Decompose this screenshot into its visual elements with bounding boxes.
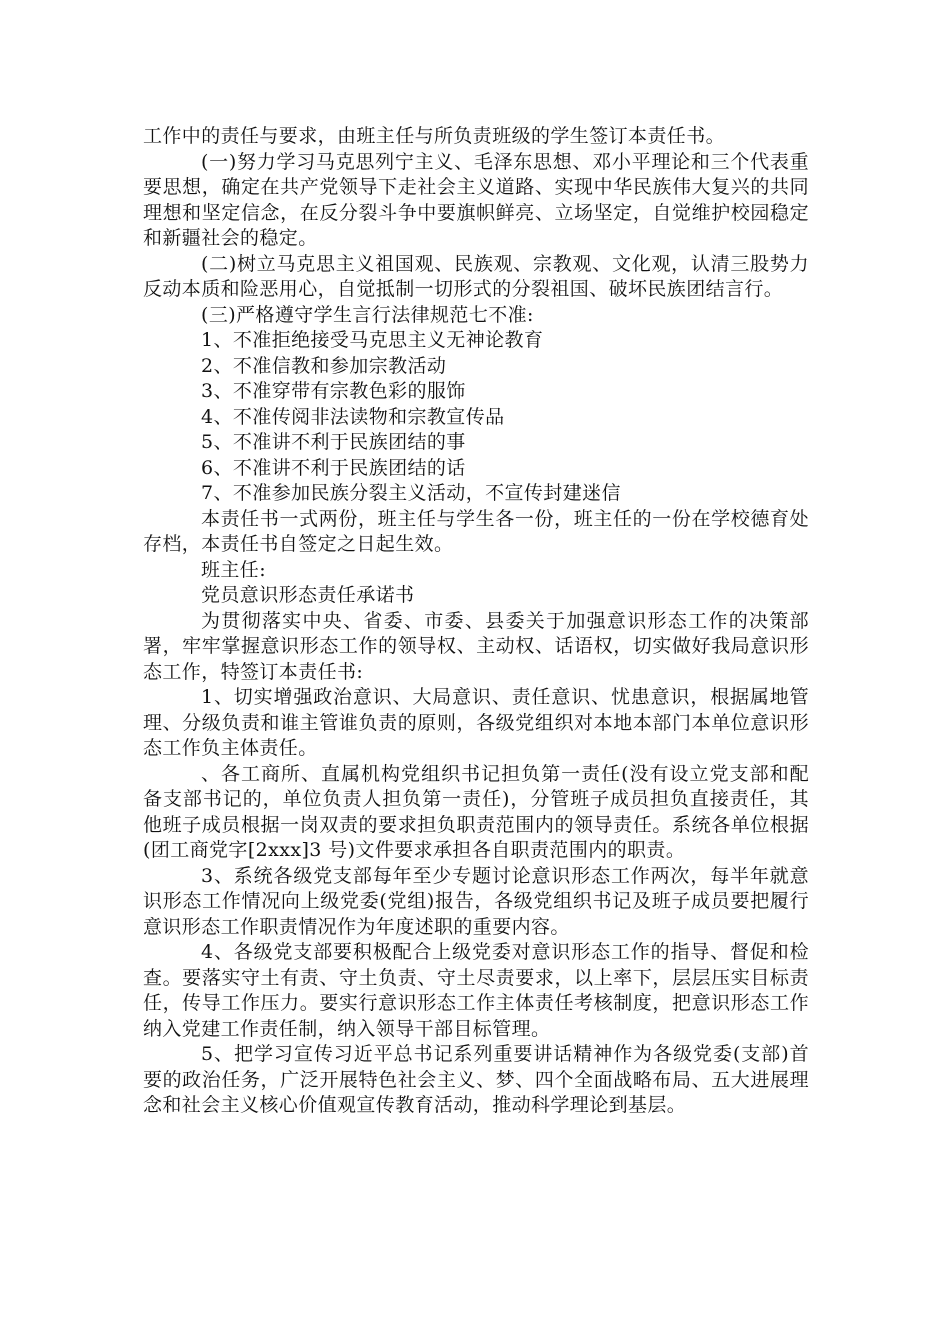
rule-3: 3、不准穿带有宗教色彩的服饰 <box>201 380 466 402</box>
paragraph-item-2: (二)树立马克思主义祖国观、民族观、宗教观、文化观，认清三股势力反动本质和险恶用心，自觉抵制一切形式的分裂祖国、破坏民族团结言行。 <box>143 252 809 300</box>
rule-4: 4、不准传阅非法读物和宗教宣传品 <box>201 405 505 428</box>
paragraph-item-3: (三)严格遵守学生言行法律规范七不准: <box>201 303 534 326</box>
paragraph-validity: 本责任书一式两份，班主任与学生各一份，班主任的一份在学校德育处存档，本责任书自签定之日起生效。 <box>143 507 809 555</box>
rule-2: 2、不准信教和参加宗教活动 <box>201 354 447 377</box>
paragraph-point-5: 5、把学习宣传习近平总书记系列重要讲话精神作为各级党委(支部)首要的政治任务，广泛开展特色社会主义、梦、四个全面战略布局、五大进展理念和社会主义核心价值观宣传教育活动，推动科学理论到基层。 <box>143 1043 809 1116</box>
rule-6: 6、不准讲不利于民族团结的话 <box>201 456 466 479</box>
paragraph-item-1: (一)努力学习马克思列宁主义、毛泽东思想、邓小平理论和三个代表重要思想，确定在共产党领导下走社会主义道路、实现中华民族伟大复兴的共同理想和坚定信念，在反分裂斗争中要旗帜鲜亮、立场坚定，自觉维护校园稳定和新疆社会的稳定。 <box>143 150 809 249</box>
signature-label: 班主任: <box>201 558 267 581</box>
paragraph-point-4: 4、各级党支部要积极配合上级党委对意识形态工作的指导、督促和检查。要落实守土有责、守土负责、守土尽责要求，以上率下，层层压实目标责任，传导工作压力。要实行意识形态工作主体责任考核制度，把意识形态工作纳入党建工作责任制，纳入领导干部目标管理。 <box>143 941 809 1040</box>
section-title: 党员意识形态责任承诺书 <box>201 584 415 606</box>
rule-1: 1、不准拒绝接受马克思主义无神论教育 <box>201 329 544 351</box>
rule-7: 7、不准参加民族分裂主义活动，不宣传封建迷信 <box>201 482 621 504</box>
paragraph-intro: 工作中的责任与要求，由班主任与所负责班级的学生签订本责任书。 <box>143 125 726 147</box>
document-body <box>143 124 809 1119</box>
rule-5: 5、不准讲不利于民族团结的事 <box>201 431 466 453</box>
paragraph-point-2: 、各工商所、直属机构党组织书记担负第一责任(没有设立党支部和配备支部书记的，单位负责人担负第一责任)，分管班子成员担负直接责任，其他班子成员根据一岗双责的要求担负职责范围内的领导责任。系统各单位根据(团工商党字[2xxx]3 号)文件要求承担各自职责范围内的职责。 <box>143 762 809 861</box>
paragraph-point-1: 1、切实增强政治意识、大局意识、责任意识、忧患意识，根据属地管理、分级负责和谁主管谁负责的原则，各级党组织对本地本部门本单位意识形态工作负主体责任。 <box>143 686 809 759</box>
paragraph-preamble: 为贯彻落实中央、省委、市委、县委关于加强意识形态工作的决策部署，牢牢掌握意识形态工作的领导权、主动权、话语权，切实做好我局意识形态工作，特签订本责任书: <box>143 609 809 683</box>
paragraph-point-3: 3、系统各级党支部每年至少专题讨论意识形态工作两次，每半年就意识形态工作情况向上级党委(党组)报告，各级党组织书记及班子成员要把履行意识形态工作职责情况作为年度述职的重要内容。 <box>143 864 809 938</box>
